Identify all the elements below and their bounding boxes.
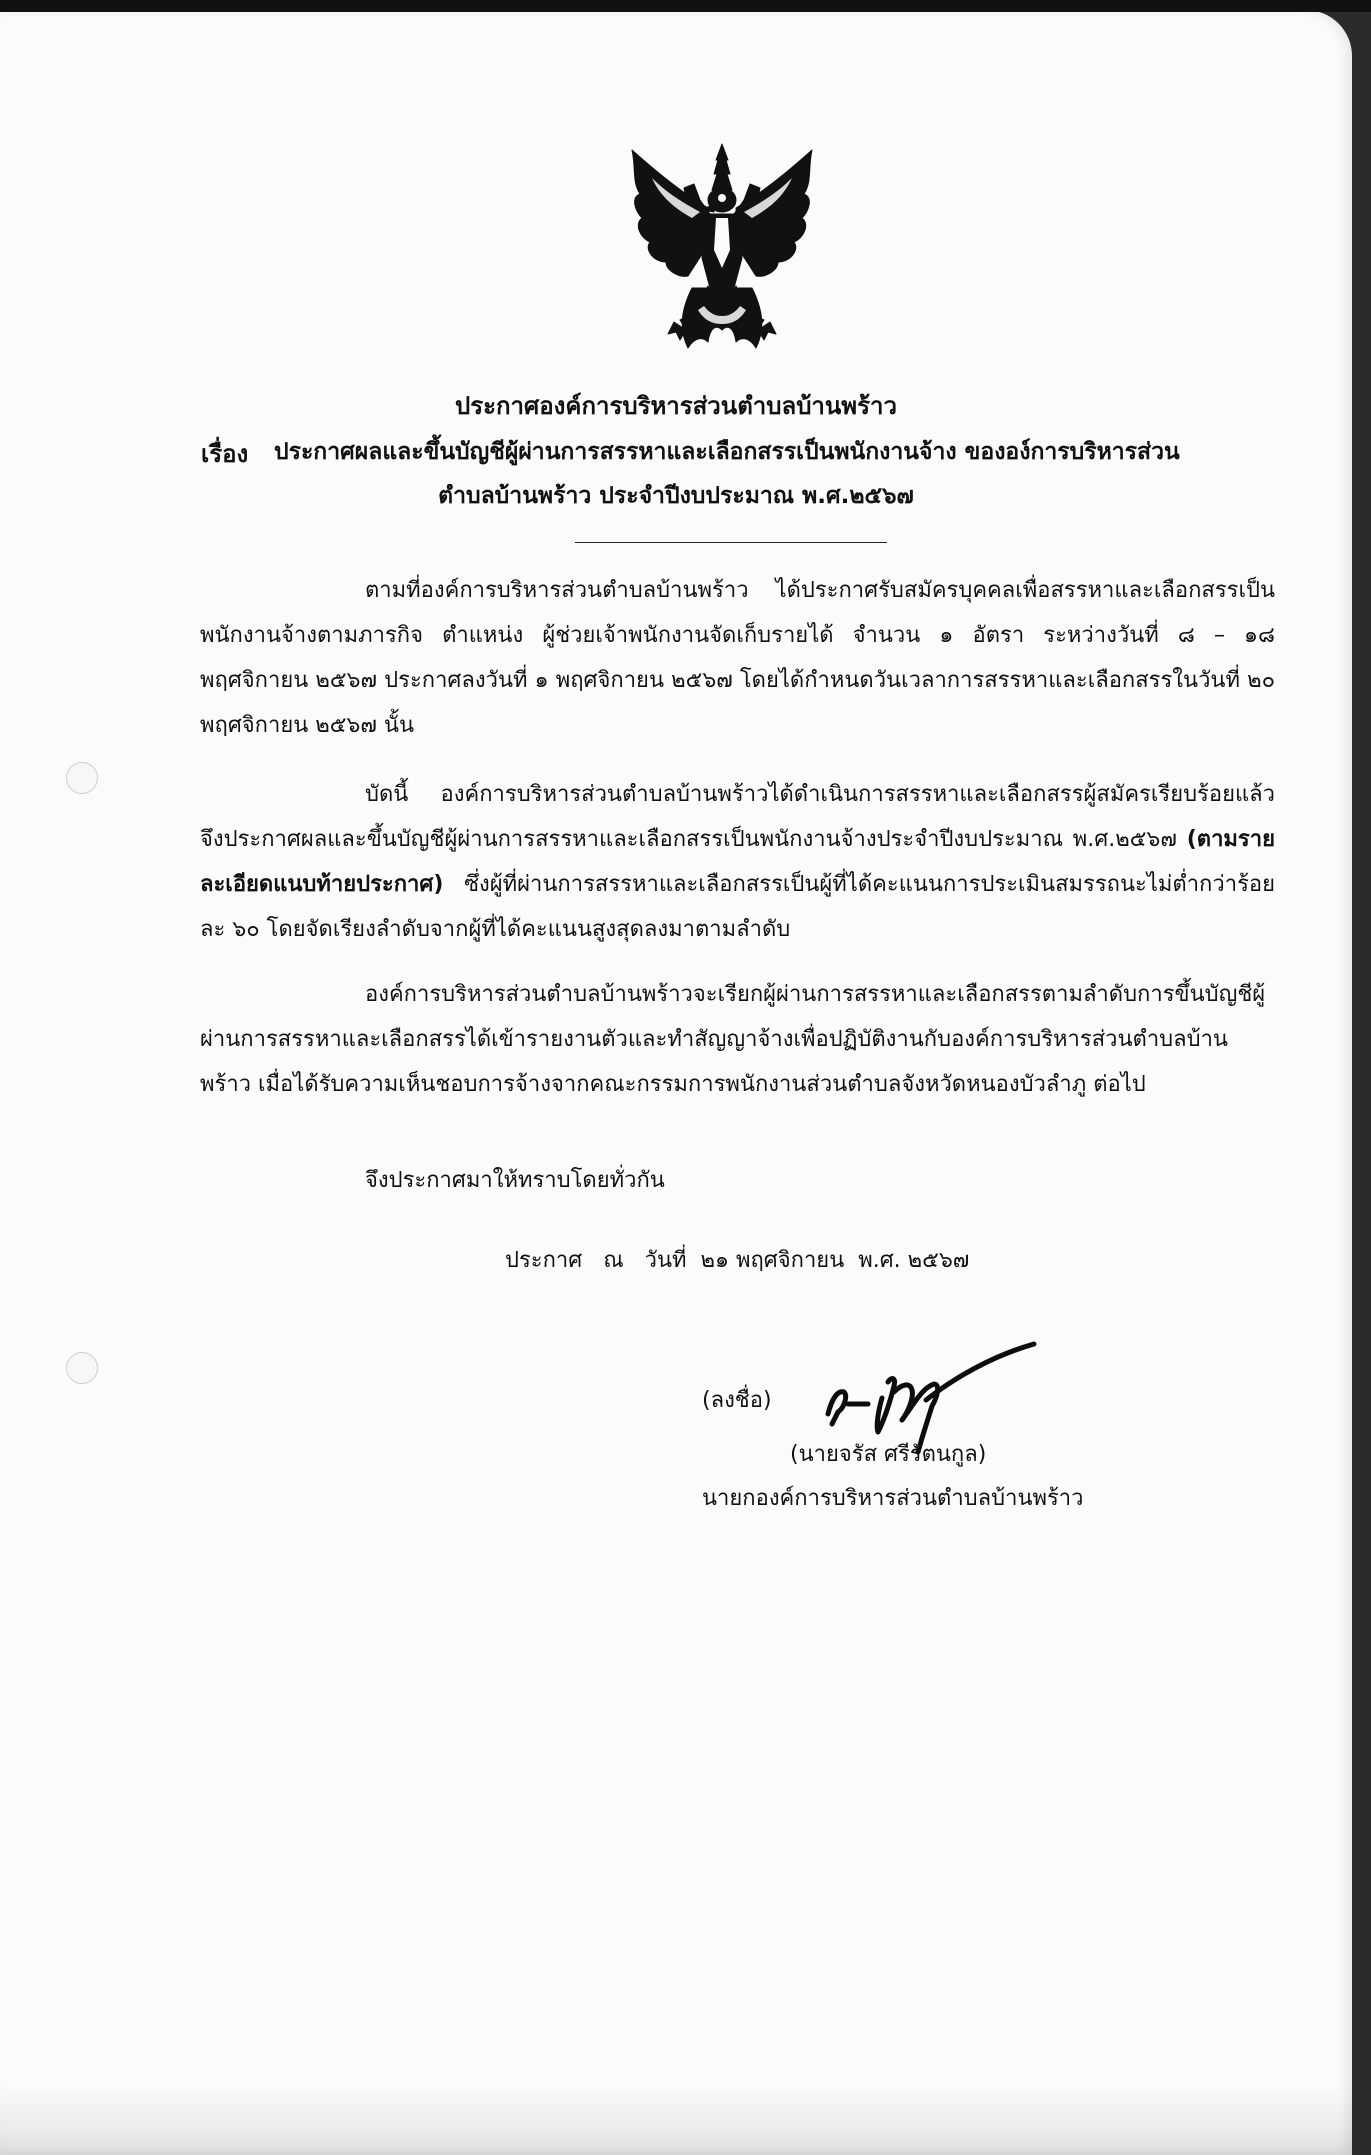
paragraph-results-text-a: บัดนี้ องค์การบริหารส่วนตำบลบ้านพร้าวได้ดำเนินการสรรหาและเลือกสรรผู้สมัครเรียบร้อยแล้ว จึงประกาศผลและขึ้นบัญชีผู้ผ่านการสรรหาและเลือกสรรเป็นพนักงานจ้างประจำปีงบประมาณ พ.ศ.๒๕๖๗ xyxy=(200,782,1275,852)
paragraph-next-steps: องค์การบริหารส่วนตำบลบ้านพร้าวจะเรียกผู้ผ่านการสรรหาและเลือกสรรตามลำดับการขึ้นบัญชีผู้ผ่านการสรรหาและเลือกสรรได้เข้ารายงานตัวและทำสัญญาจ้างเพื่อปฏิบัติงานกับองค์การบริหารส่วนตำบลบ้านพร้าว เมื่อได้รับความเห็นชอบการจ้างจากคณะกรรมการพนักงานส่วนตำบลจังหวัดหนองบัวลำภู ต่อไป xyxy=(200,982,1266,1097)
closing-line: จึงประกาศมาให้ทราบโดยทั่วกัน xyxy=(365,1168,665,1193)
announcement-title: ประกาศองค์การบริหารส่วนตำบลบ้านพร้าว xyxy=(455,392,897,420)
garuda-emblem-icon xyxy=(622,138,822,370)
punch-hole-top xyxy=(66,762,98,794)
signer-name: (นายจรัส ศรีรัตนกูล) xyxy=(790,1442,987,1467)
paragraph-results xyxy=(200,772,1275,952)
punch-hole-bottom xyxy=(66,1352,98,1384)
subject-line-1: ประกาศผลและขึ้นบัญชีผู้ผ่านการสรรหาและเลือกสรรเป็นพนักงานจ้าง ขององ์การบริหารส่วน xyxy=(274,439,1180,465)
subject-label: เรื่อง xyxy=(201,440,249,468)
date-line: ประกาศ ณ วันที่ ๒๑ พฤศจิกายน พ.ศ. ๒๕๖๗ xyxy=(505,1248,970,1273)
paragraph-announcement: ตามที่องค์การบริหารส่วนตำบลบ้านพร้าว ได้ประกาศรับสมัครบุคคลเพื่อสรรหาและเลือกสรรเป็นพนักงานจ้างตามภารกิจ ตำแหน่ง ผู้ช่วยเจ้าพนักงานจัดเก็บรายได้ จำนวน ๑ อัตรา ระหว่างวันที่ ๘ – ๑๘ พฤศจิกายน ๒๕๖๗ ประกาศลงวันที่ ๑ พฤศจิกายน ๒๕๖๗ โดยได้กำหนดวันเวลาการสรรหาและเลือกสรรในวันที่ ๒๐ พฤศจิกายน ๒๕๖๗ นั้น xyxy=(200,578,1275,738)
sign-label: (ลงชื่อ) xyxy=(702,1388,772,1413)
signer-position: นายกองค์การบริหารส่วนตำบลบ้านพร้าว xyxy=(702,1486,1084,1511)
paragraph-results-bold: (ตามรายละเอียดแนบท้ายประกาศ) xyxy=(200,827,1275,897)
paragraph-results-text-b: ซึ่งผู้ที่ผ่านการสรรหาและเลือกสรรเป็นผู้ที่ได้คะแนนการประเมินสมรรถนะไม่ต่ำกว่าร้อยละ ๖๐ โดยจัดเรียงลำดับจากผู้ที่ได้คะแนนสูงสุดลงมาตามลำดับ xyxy=(200,872,1275,942)
scan-top-edge xyxy=(0,0,1371,12)
page-bottom-shadow xyxy=(0,2085,1352,2155)
title-divider xyxy=(575,542,887,543)
subject-line-2: ตำบลบ้านพร้าว ประจำปีงบประมาณ พ.ศ.๒๕๖๗ xyxy=(438,483,914,509)
document-page xyxy=(0,10,1352,2155)
